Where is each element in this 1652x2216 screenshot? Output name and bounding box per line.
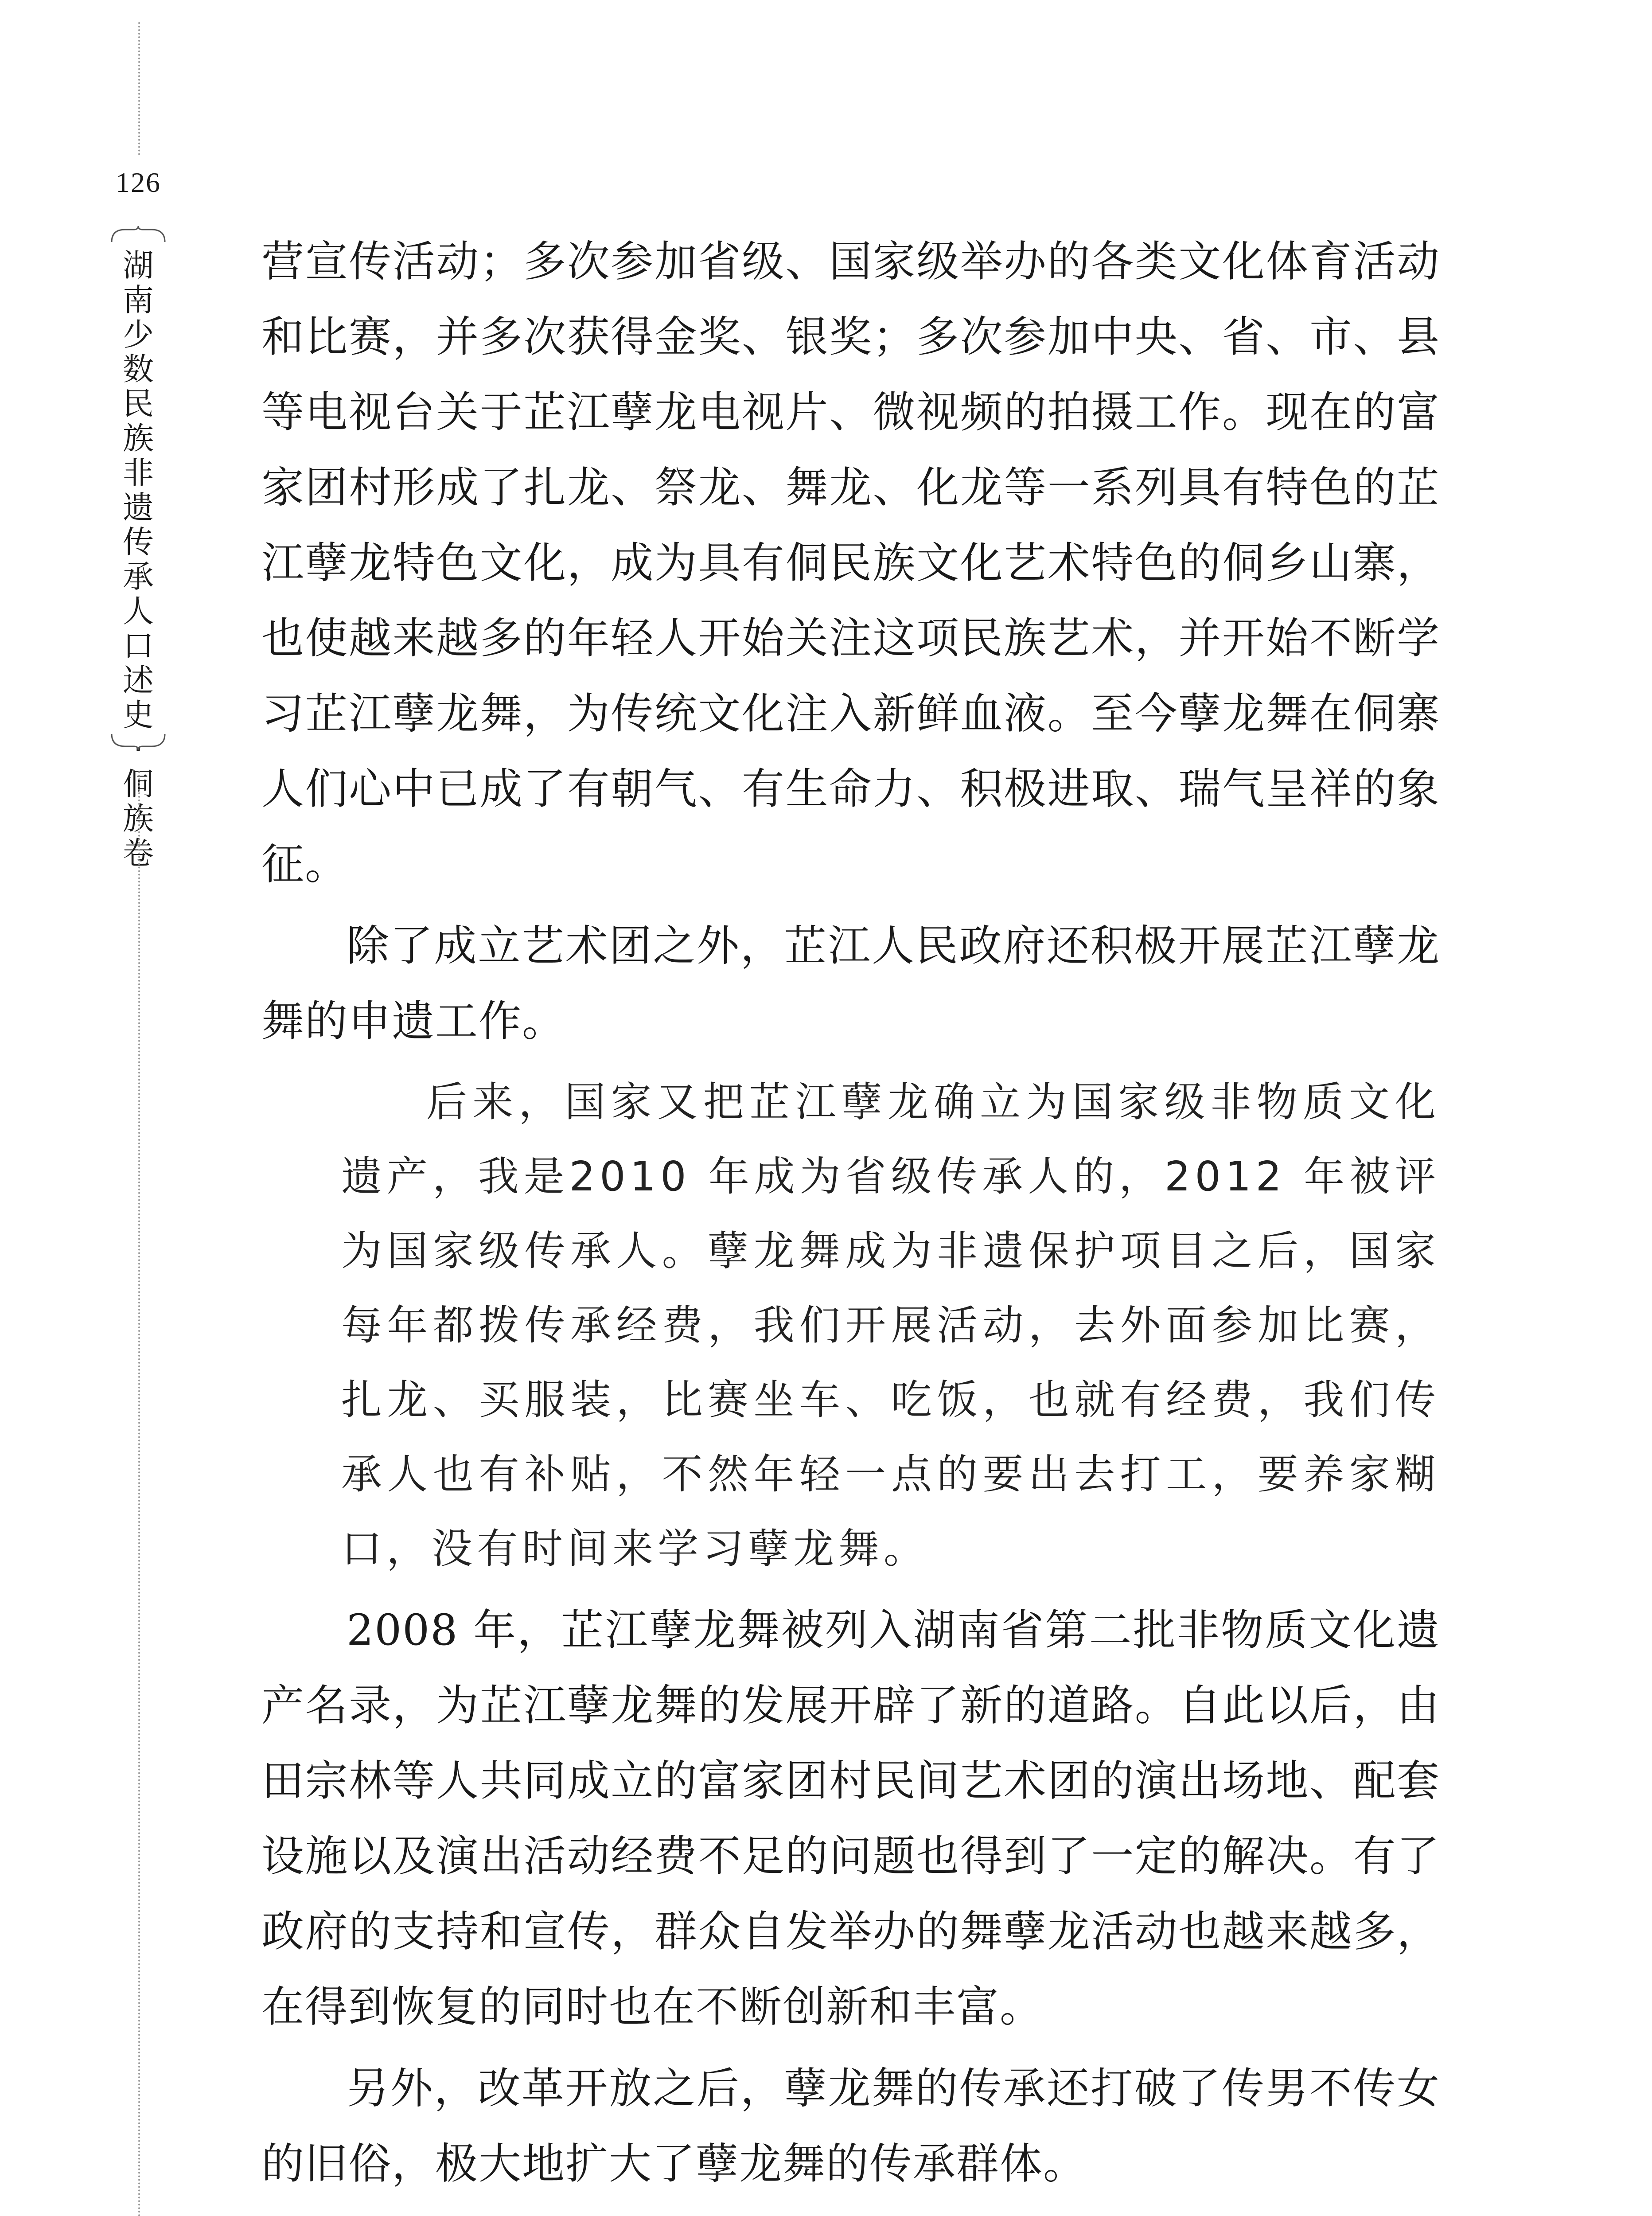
running-title-bracket-bottom <box>94 732 183 750</box>
body-paragraph-4: 另外，改革开放之后，孽龙舞的传承还打破了传男不传女的旧俗，极大地扩大了孽龙舞的传承群体。 <box>261 2064 1440 2189</box>
running-title-text: 湖南少数民族非遗传承人口述史·侗族卷 <box>123 247 154 871</box>
running-title-bracket-top <box>94 226 183 244</box>
margin-dotted-rule-bottom <box>138 771 140 2216</box>
margin-dotted-rule-top <box>138 22 140 155</box>
page-number: 126 <box>116 167 161 198</box>
page-body <box>261 224 1440 2216</box>
oral-quote-2 <box>341 2208 1440 2216</box>
body-paragraph-3: 2008 年，芷江孽龙舞被列入湖南省第二批非物质文化遗产名录，为芷江孽龙舞的发展开辟了新的道路。自此以后，由田宗林等人共同成立的富家团村民间艺术团的演出场地、配套设施以及演出活动经费不足的问题也得到了一定的解决。有了政府的支持和宣传，群众自发举办的舞孽龙活动也越来越多，在得到恢复的同时也在不断创新和丰富。 <box>261 1605 1440 2032</box>
body-paragraph-1: 营宣传活动；多次参加省级、国家级举办的各类文化体育活动和比赛，并多次获得金奖、银奖；多次参加中央、省、市、县等电视台关于芷江孽龙电视片、微视频的拍摄工作。现在的富家团村形成了扎龙、祭龙、舞龙、化龙等一系列具有特色的芷江孽龙特色文化，成为具有侗民族文化艺术特色的侗乡山寨，也使越来越多的年轻人开始关注这项民族艺术，并开始不断学习芷江孽龙舞，为传统文化注入新鲜血液。至今孽龙舞在侗寨人们心中已成了有朝气、有生命力、积极进取、瑞气呈祥的象征。 <box>261 237 1440 889</box>
oral-quote-1: 后来，国家又把芷江孽龙确立为国家级非物质文化遗产，我是2010 年成为省级传承人的，2012 年被评为国家级传承人。孽龙舞成为非遗保护项目之后，国家每年都拨传承经费，我们开展活动，去外面参加比赛，扎龙、买服装，比赛坐车、吃饭，也就有经费，我们传承人也有补贴，不然年轻一点的要出去打工，要养家糊口，没有时间来学习孽龙舞。 <box>341 1078 1440 1572</box>
body-paragraph-2: 除了成立艺术团之外，芷江人民政府还积极开展芷江孽龙舞的申遗工作。 <box>261 921 1440 1046</box>
